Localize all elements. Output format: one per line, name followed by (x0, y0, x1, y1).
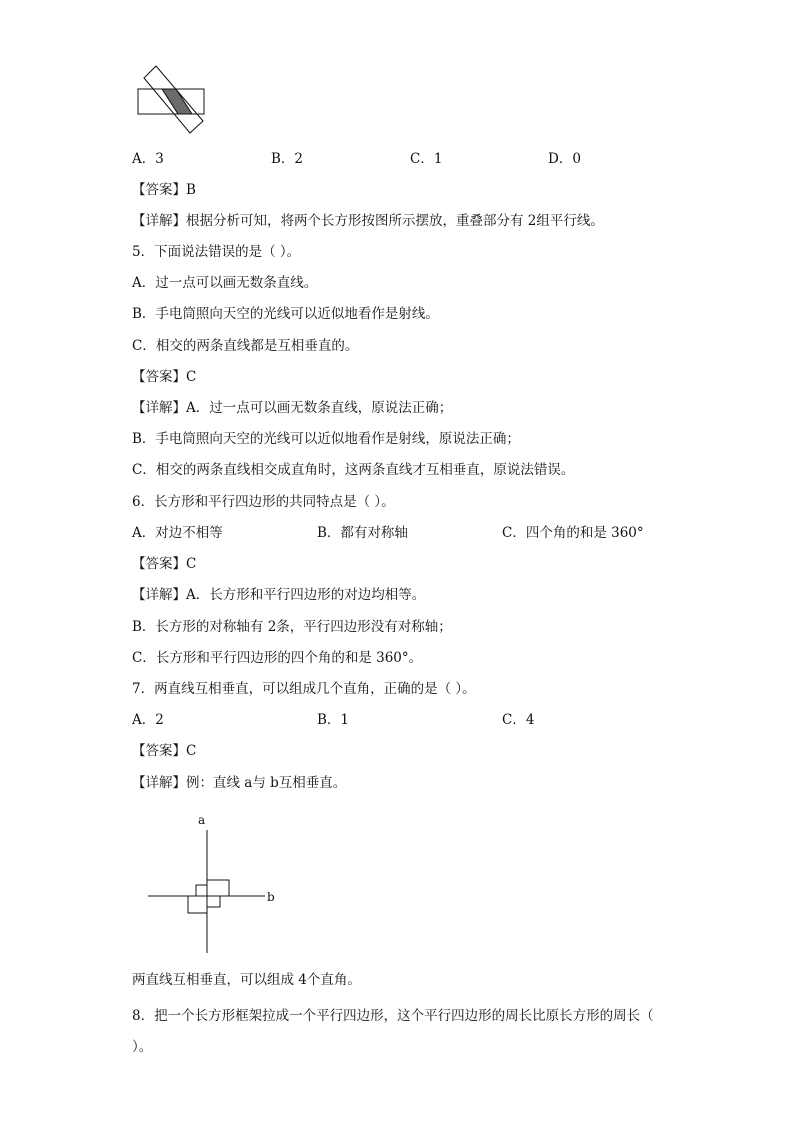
q5-option-b: B．手电筒照向天空的光线可以近似地看作是射线。 (132, 306, 439, 322)
right-angle-mark (207, 880, 229, 896)
right-angle-mark (188, 896, 207, 913)
q4-option-b: B．2 (271, 151, 304, 167)
q7-option-b: B．1 (317, 712, 350, 728)
right-angle-mark (196, 885, 207, 896)
q5-detail-b: B．手电筒照向天空的光线可以近似地看作是射线，原说法正确； (132, 431, 520, 447)
overlapping-rectangles-figure (130, 60, 220, 140)
q6-option-a: A．对边不相等 (132, 525, 223, 541)
q4-option-d: D．0 (548, 151, 581, 167)
q5-option-a: A．过一点可以画无数条直线。 (132, 275, 318, 291)
q5-detail-c: C．相交的两条直线相交成直角时，这两条直线才互相垂直，原说法错误。 (132, 462, 575, 478)
q7-conclusion: 两直线互相垂直，可以组成 4个直角。 (132, 972, 361, 988)
q6-detail-a: 【详解】A．长方形和平行四边形的对边均相等。 (132, 587, 426, 603)
perpendicular-lines-figure (140, 808, 290, 958)
q5-question: 5．下面说法错误的是（ ）。 (132, 244, 301, 260)
q7-detail: 【详解】例：直线 a与 b互相垂直。 (132, 775, 347, 791)
q8-question: 8．把一个长方形框架拉成一个平行四边形，这个平行四边形的周长比原长方形的周长（ ）。 (132, 1008, 654, 1055)
q5-option-c: C．相交的两条直线都是互相垂直的。 (132, 338, 359, 354)
line-a-label: a (198, 813, 206, 827)
q6-detail-c: C．长方形和平行四边形的四个角的和是 360°。 (132, 650, 423, 666)
q4-detail: 【详解】根据分析可知，将两个长方形按图所示摆放，重叠部分有 2组平行线。 (132, 213, 604, 229)
q5-detail-a: 【详解】A．过一点可以画无数条直线，原说法正确； (132, 400, 453, 416)
q6-option-c: C．四个角的和是 360° (502, 525, 644, 541)
q5-answer: 【答案】C (132, 369, 197, 385)
q6-detail-b: B．长方形的对称轴有 2条，平行四边形没有对称轴； (132, 619, 452, 635)
q6-option-b: B．都有对称轴 (317, 525, 408, 541)
right-angle-mark (207, 896, 220, 907)
q7-answer: 【答案】C (132, 743, 197, 759)
q4-option-a: A．3 (132, 151, 164, 167)
q7-option-c: C．4 (502, 712, 535, 728)
q4-answer: 【答案】B (132, 182, 196, 198)
q4-option-c: C．1 (410, 151, 443, 167)
q6-answer: 【答案】C (132, 556, 197, 572)
q7-option-a: A．2 (132, 712, 164, 728)
line-b-label: b (267, 890, 275, 904)
q6-question: 6．长方形和平行四边形的共同特点是（ ）。 (132, 494, 395, 510)
q7-question: 7．两直线互相垂直，可以组成几个直角，正确的是（ ）。 (132, 681, 476, 697)
